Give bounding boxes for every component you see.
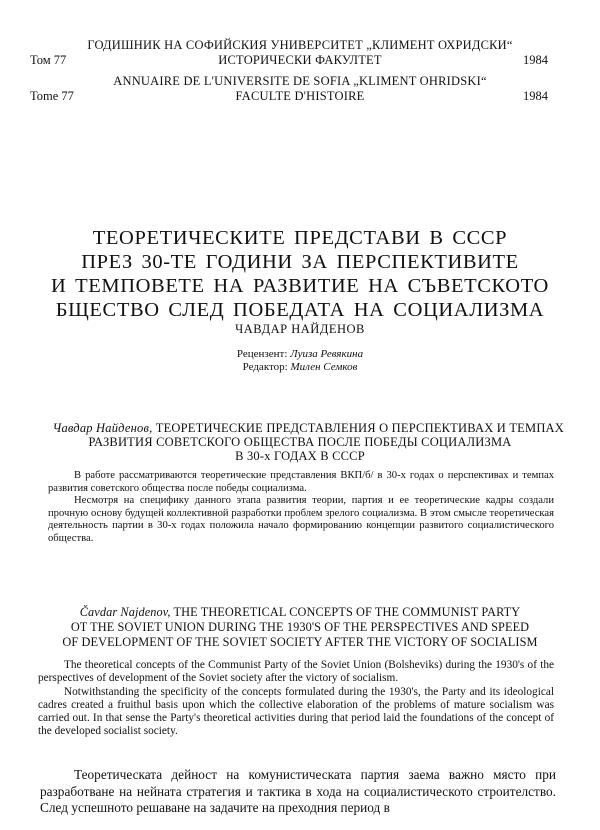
en-abstract-title-line: OF DEVELOPMENT OF THE SOVIET SOCIETY AFTER THE VICTORY OF SOCIALISM bbox=[62, 635, 538, 649]
title-line: ТЕОРЕТИЧЕСКИТЕ ПРЕДСТАВИ В СССР bbox=[92, 227, 508, 249]
en-abstract-heading-line1 bbox=[0, 605, 600, 620]
fr-university-name: ANNUAIRE DE L'UNIVERSITE DE SOFIA „KLIMENT OHRIDSKI“ bbox=[113, 74, 487, 88]
bg-faculty: ИСТОРИЧЕСКИ ФАКУЛТЕТ bbox=[218, 53, 382, 67]
title-line: БЩЕСТВО СЛЕД ПОБЕДАТА НА СОЦИАЛИЗМА bbox=[55, 299, 545, 321]
ru-abstract-paragraph: Несмотря на специфику данного этапа развития теории, партия и ее теоретические кадры создали прочную основу будущей коллективной разработки проблем зрелого социализма. В этом смысле теоретическая деятельность партии в 30-х годах положила начало формированию концепции развитого социалистического общества. bbox=[48, 495, 554, 544]
en-abstract-body bbox=[38, 659, 554, 739]
ru-abstract-title-line: ТЕОРЕТИЧЕСКИЕ ПРЕДСТАВЛЕНИЯ О ПЕРСПЕКТИВАХ И ТЕМПАХ bbox=[155, 421, 564, 435]
en-abstract-author: Čavdar Najdenov, bbox=[79, 605, 171, 619]
bg-university-name: ГОДИШНИК НА СОФИЙСКИЯ УНИВЕРСИТЕТ „КЛИМЕНТ ОХРИДСКИ“ bbox=[87, 38, 513, 52]
bg-volume: Том 77 bbox=[30, 53, 67, 67]
ru-abstract-title-line: РАЗВИТИЯ СОВЕТСКОГО ОБЩЕСТВА ПОСЛЕ ПОБЕДЫ СОЦИАЛИЗМА bbox=[88, 435, 512, 449]
en-abstract-title-line: OT THE SOVIET UNION DURING THE 1930'S OF THE PERSPECTIVES AND SPEED bbox=[70, 620, 530, 634]
ru-abstract-title-line: В 30-х ГОДАХ В СССР bbox=[235, 449, 365, 463]
article-title bbox=[0, 226, 600, 322]
en-abstract-paragraph: The theoretical concepts of the Communist Party of the Soviet Union (Bolsheviks) during the 1930's of the perspectives of development of the Soviet society after the victory of socialism. bbox=[38, 659, 554, 685]
main-paragraph: Теоретическата дейност на комунистическата партия заема важно място при разработване на нейната стратегия и тактика в хода на социалистическото строителство. След успешното решаване на задачите на преходния период в bbox=[40, 767, 556, 815]
editor-name: Милен Семков bbox=[290, 361, 358, 373]
reviewer-name: Луиза Ревякина bbox=[290, 348, 364, 360]
title-line: ПРЕЗ 30-ТЕ ГОДИНИ ЗА ПЕРСПЕКТИВИТЕ bbox=[81, 251, 519, 273]
en-abstract-paragraph: Notwithstanding the specificity of the concepts formulated during the 1930's, the Party and its ideological cadres created a fruithul basis upon which the collective elaboration of the problems of mature socialism was carried out. In that sense the Party's theoretical activities during that period laid the foundations of the concept of the developed socialist society. bbox=[38, 685, 554, 738]
en-abstract-title-line: THE THEORETICAL CONCEPTS OF THE COMMUNIST PARTY bbox=[173, 605, 521, 619]
fr-faculty: FACULTE D'HISTOIRE bbox=[235, 89, 365, 103]
ru-abstract-body bbox=[48, 470, 554, 546]
editor-label: Редактор: bbox=[242, 361, 288, 373]
fr-volume: Tome 77 bbox=[30, 89, 74, 103]
bg-year: 1984 bbox=[523, 53, 548, 67]
reviewer-label: Рецензент: bbox=[236, 348, 288, 360]
title-line: И ТЕМПОВЕТЕ НА РАЗВИТИЕ НА СЪВЕТСКОТО bbox=[51, 275, 549, 297]
editor-line bbox=[0, 361, 600, 374]
reviewer-line bbox=[0, 348, 600, 361]
fr-year: 1984 bbox=[523, 89, 548, 103]
main-body bbox=[40, 767, 556, 817]
ru-abstract-paragraph: В работе рассматриваются теоретические представления ВКП/б/ в 30-х годах о перспективах и темпах развития советского общества после победы социализма. bbox=[48, 470, 554, 494]
ru-abstract-heading-line1 bbox=[34, 421, 564, 435]
article-author: ЧАВДАР НАЙДЕНОВ bbox=[235, 322, 365, 336]
ru-abstract-author: Чавдар Найденов, bbox=[52, 421, 153, 435]
